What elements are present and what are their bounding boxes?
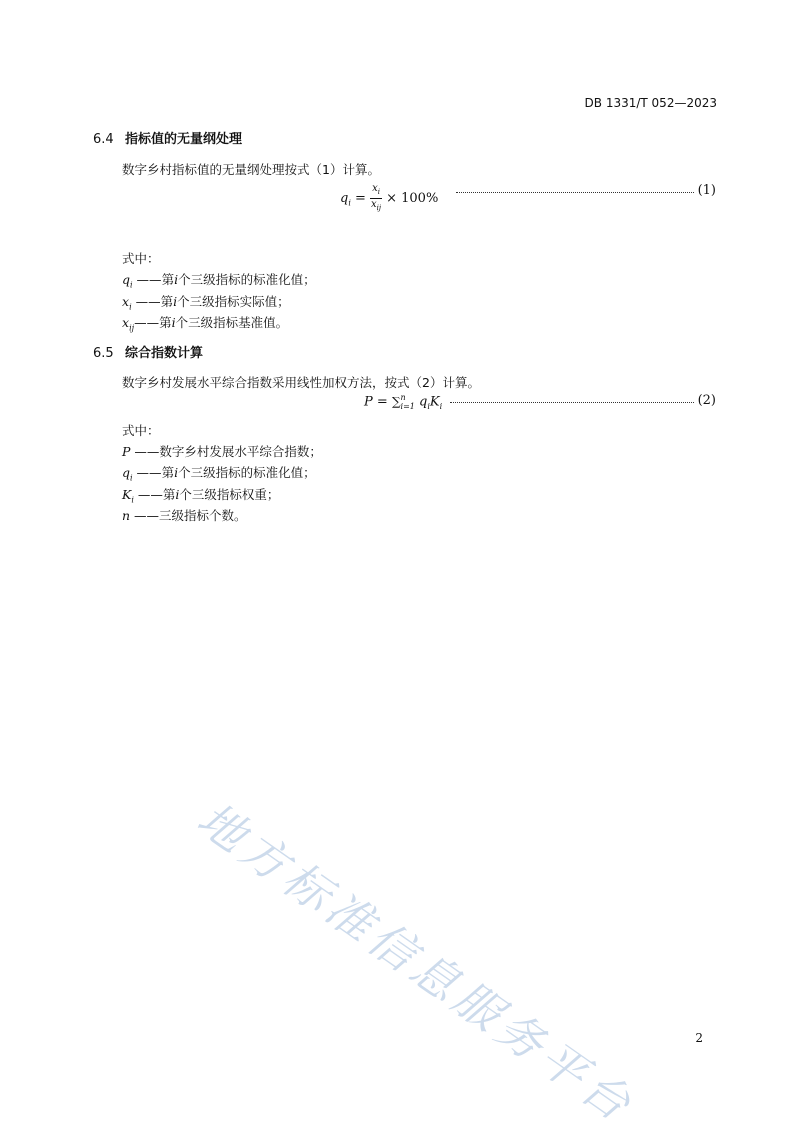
definition-item: $q_i$ ——第i个三级指标的标准化值； bbox=[122, 272, 316, 290]
formula-1 bbox=[340, 183, 716, 213]
section-6-4-intro: 数字乡村指标值的无量纲处理按式（1）计算。 bbox=[122, 162, 380, 177]
definition-item: $K_i$ ——第i个三级指标权重； bbox=[122, 487, 280, 505]
dot-leader bbox=[456, 192, 694, 193]
section-number: 6.5 bbox=[93, 346, 114, 361]
document-code: DB 1331/T 052—2023 bbox=[584, 96, 717, 110]
definition-item: $x_{ij}——$第i个三级指标基准值。 bbox=[122, 315, 289, 333]
formula-2-expression: P = ∑ n i=1 $q_iK_i$ bbox=[364, 393, 443, 412]
watermark: 地方标准信息服务平台 bbox=[187, 791, 645, 1134]
section-number: 6.4 bbox=[93, 132, 114, 147]
definition-item: P ——数字乡村发展水平综合指数； bbox=[122, 444, 322, 459]
section-6-4-heading bbox=[93, 128, 242, 147]
formula-2 bbox=[340, 393, 716, 415]
where-label: 式中： bbox=[122, 251, 160, 266]
where-label: 式中： bbox=[122, 423, 160, 438]
equation-number: (2) bbox=[697, 393, 716, 408]
section-6-5-intro: 数字乡村发展水平综合指数采用线性加权方法，按式（2）计算。 bbox=[122, 375, 480, 390]
fraction: $\frac{x_i}{x_{ij}}$ bbox=[370, 183, 382, 212]
section-title: 指标值的无量纲处理 bbox=[125, 132, 243, 147]
formula-1-expression: $q_i$ = $\frac{x_i}{x_{ij}}$ × 100% bbox=[340, 183, 439, 212]
definition-item: $x_i$ ——第i个三级指标实际值； bbox=[122, 294, 290, 312]
definition-item: n ——三级指标个数。 bbox=[122, 508, 247, 523]
section-6-5-heading bbox=[93, 342, 203, 361]
definition-item: $q_i$ ——第i个三级指标的标准化值； bbox=[122, 465, 316, 483]
section-title: 综合指数计算 bbox=[125, 346, 204, 361]
dot-leader bbox=[450, 402, 694, 403]
equation-number: (1) bbox=[697, 183, 716, 198]
page-number: 2 bbox=[695, 1031, 703, 1045]
